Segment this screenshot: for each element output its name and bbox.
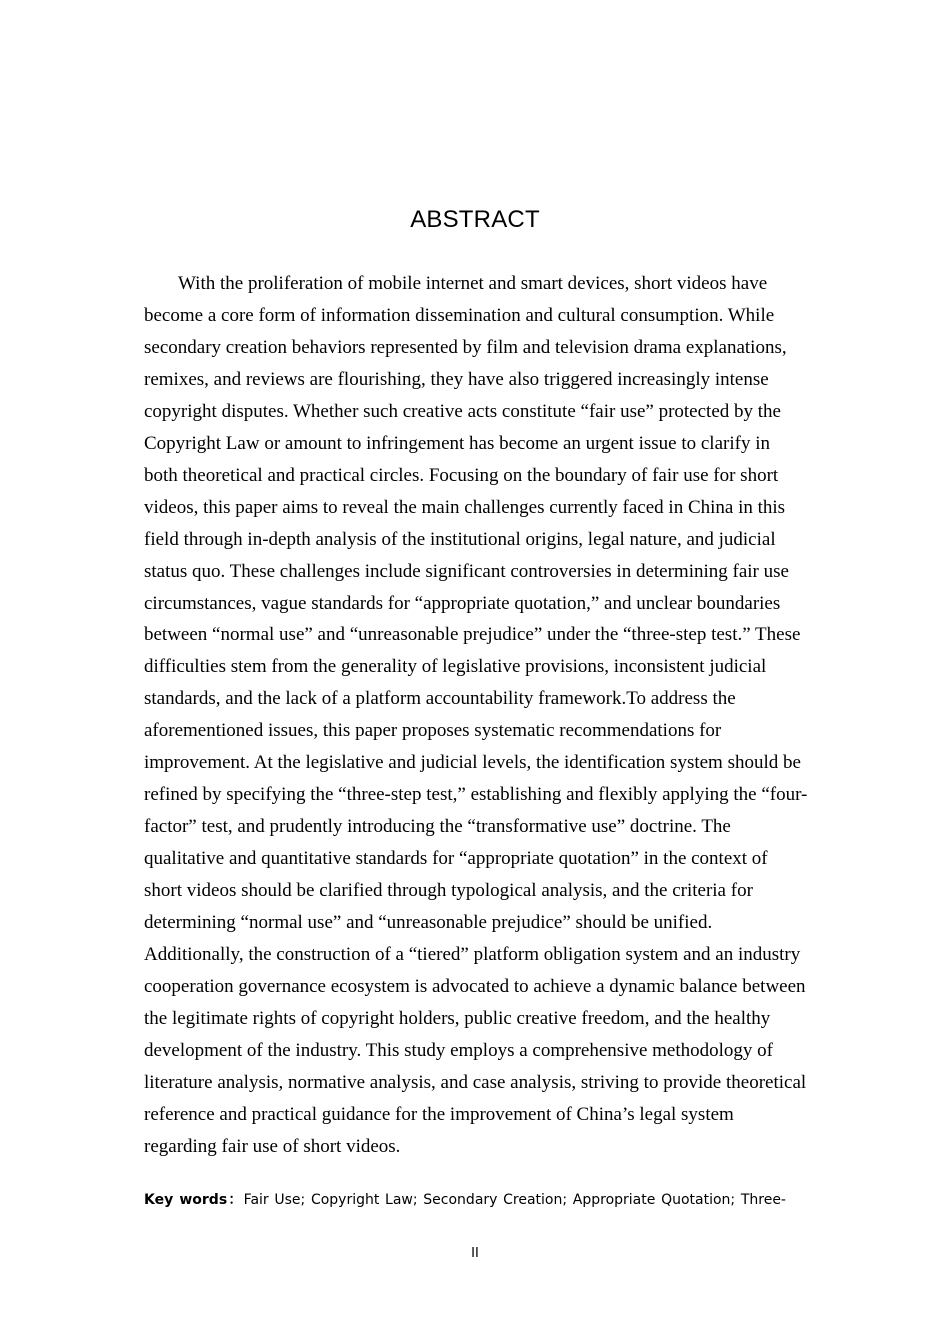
abstract-body: [144, 268, 808, 1163]
page-number: II: [471, 1246, 479, 1261]
keywords-label: Key words：: [144, 1192, 244, 1208]
abstract-paragraph: With the proliferation of mobile internet and smart devices, short videos have become a core form of information dissemination and cultural consumption. While secondary creation behaviors represented by film and television drama explanations, remixes, and reviews are flourishing, they have also triggered increasingly intense copyright disputes. Whether such creative acts constitute “fair use” protected by the Copyright Law or amount to infringement has become an urgent issue to clarify in both theoretical and practical circles. Focusing on the boundary of fair use for short videos, this paper aims to reveal the main challenges currently faced in China in this field through in-depth analysis of the institutional origins, legal nature, and judicial status quo. These challenges include significant controversies in determining fair use circumstances, vague standards for “appropriate quotation,” and unclear boundaries between “normal use” and “unreasonable prejudice” under the “three-step test.” These difficulties stem from the generality of legislative provisions, inconsistent judicial standards, and the lack of a platform accountability framework.To address the aforementioned issues, this paper proposes systematic recommendations for improvement. At the legislative and judicial levels, the identification system should be refined by specifying the “three-step test,” establishing and flexibly applying the “four-factor” test, and prudently introducing the “transformative use” doctrine. The qualitative and quantitative standards for “appropriate quotation” in the context of short videos should be clarified through typological analysis, and the criteria for determining “normal use” and “unreasonable prejudice” should be unified. Additionally, the construction of a “tiered” platform obligation system and an industry cooperation governance ecosystem is advocated to achieve a dynamic balance between the legitimate rights of copyright holders, public creative freedom, and the healthy development of the industry. This study employs a comprehensive methodology of literature analysis, normative analysis, and case analysis, striving to provide theoretical reference and practical guidance for the improvement of China’s legal system regarding fair use of short videos.: [144, 273, 808, 1157]
keywords-line: [144, 1189, 786, 1211]
keywords-text: Fair Use; Copyright Law; Secondary Creation; Appropriate Quotation; Three-: [243, 1192, 786, 1208]
abstract-title: ABSTRACT: [410, 206, 540, 233]
